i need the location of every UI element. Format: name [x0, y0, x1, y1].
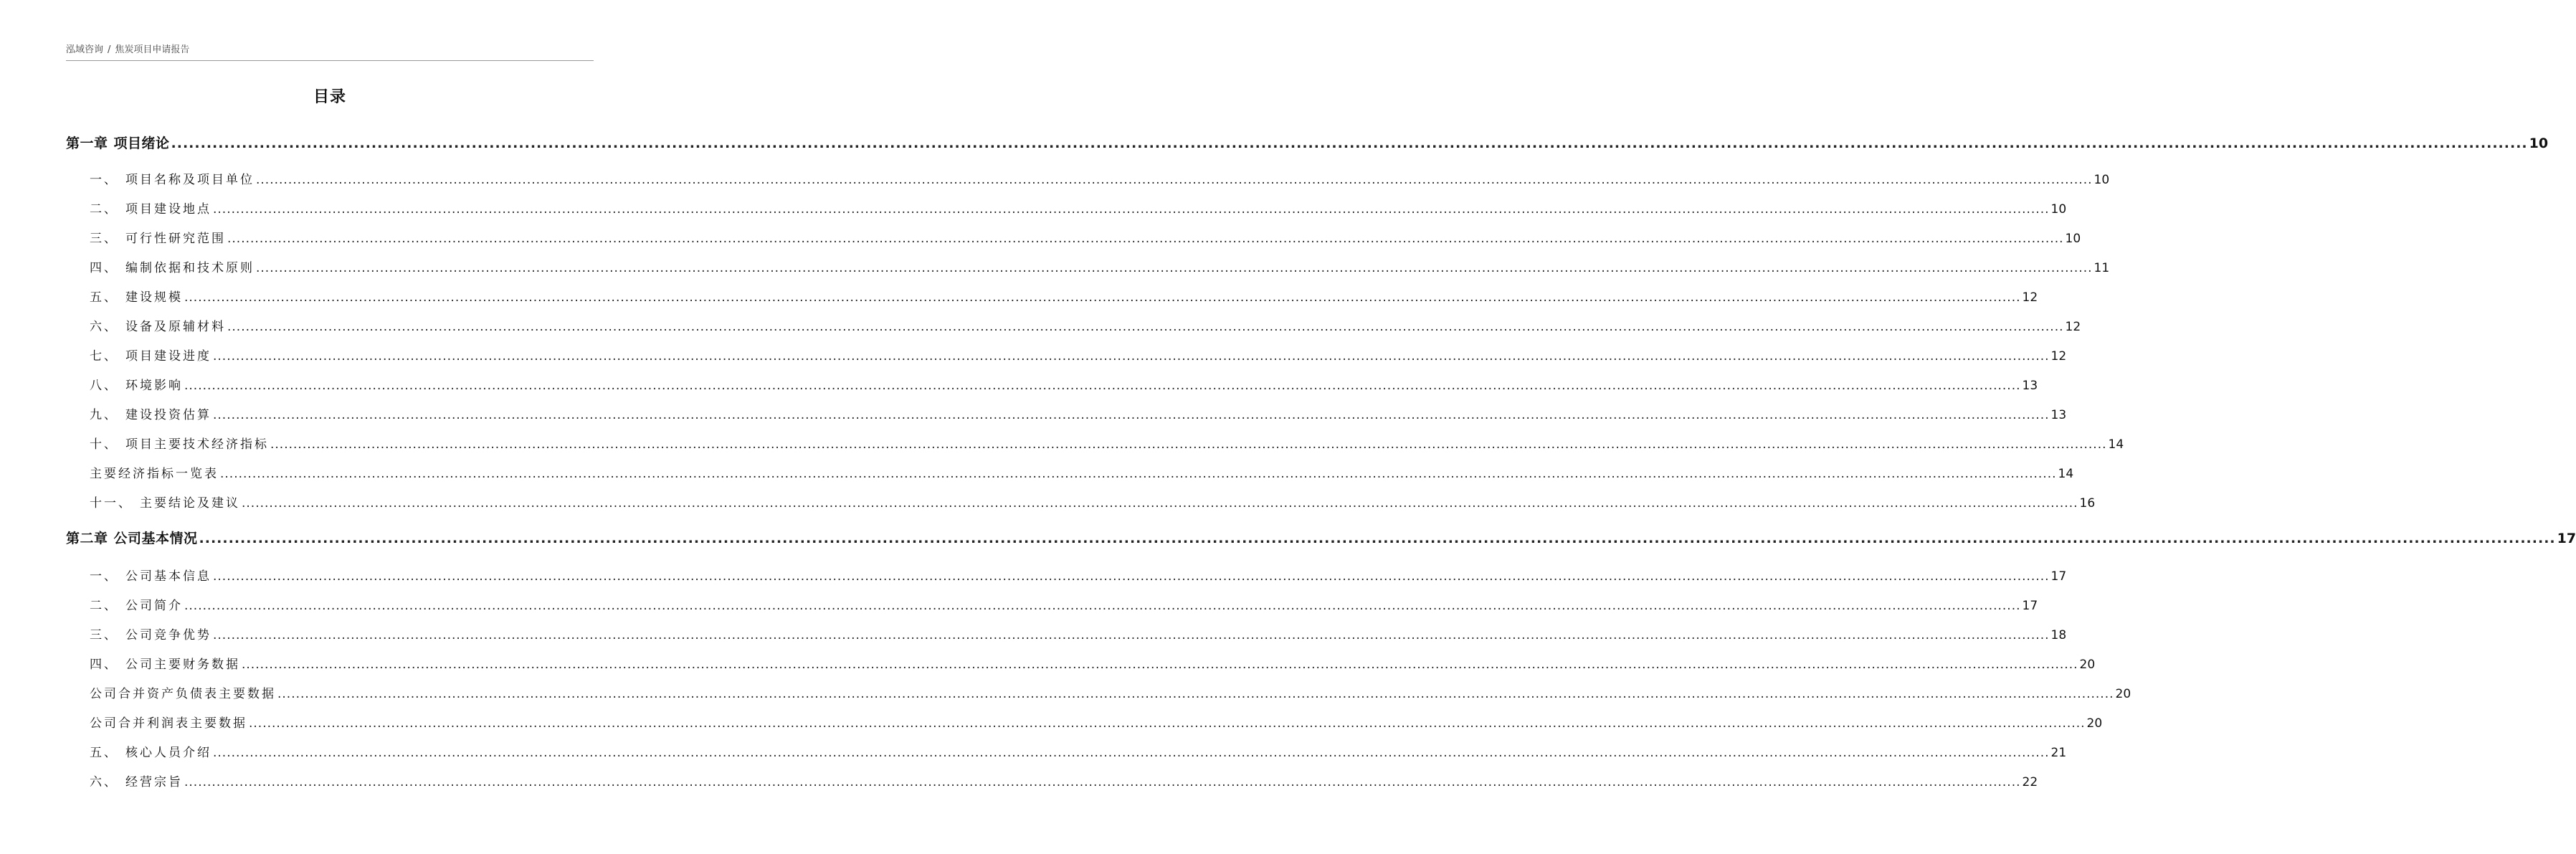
toc-dot-leader: ................................................................................................................................................................................................................................................................................................................................................................................................................ [242, 496, 2078, 511]
toc-page-number: 12 [2022, 290, 2038, 305]
toc-page-number: 20 [2115, 687, 2131, 701]
toc-entry-title: 公司基本情况 [113, 531, 198, 546]
toc-entry-title: 编制依据和技术原则 [125, 261, 255, 275]
toc-dot-leader: ................................................................................................................................................................................................................................................................................................................................................................................................................ [213, 628, 2050, 642]
toc-page-number: 20 [2079, 658, 2096, 672]
toc-dot-leader: ................................................................................................................................................................................................................................................................................................................................................................................................................ [242, 658, 2078, 672]
toc-page-number: 10 [2093, 173, 2110, 187]
toc-dot-leader: ................................................................................................................................................................................................................................................................................................................................................................................................................ [213, 408, 2050, 422]
toc-section-entry[interactable] [0, 285, 2038, 306]
toc-dot-leader: ................................................................................................................................................................................................................................................................................................................................................................................................................ [184, 599, 2021, 613]
toc-page-number: 14 [2058, 467, 2074, 481]
toc-section-entry[interactable] [0, 196, 2067, 218]
toc-entry-title: 项目建设地点 [125, 202, 212, 217]
toc-section-entry[interactable] [0, 711, 2103, 732]
toc-entry-label [90, 465, 220, 483]
toc-entry-label [90, 436, 270, 453]
toc-section-entry[interactable] [0, 314, 2081, 336]
toc-entry-label [90, 407, 213, 424]
toc-entry-title: 经营宗旨 [125, 775, 183, 789]
toc-dot-leader: ................................................................................................................................................................................................................................................................................................................................................................................................................ [184, 775, 2021, 789]
toc-section-entry[interactable] [0, 564, 2067, 585]
toc-section-entry[interactable] [0, 490, 2096, 512]
toc-entry-label [90, 597, 184, 615]
toc-dot-leader: ................................................................................................................................................................................................................................................................................................................................................................................................................ [249, 716, 2086, 731]
toc-page-number: 18 [2050, 628, 2067, 642]
toc-entry-label [90, 715, 249, 732]
toc-entry-title: 主要经济指标一览表 [90, 467, 219, 481]
toc-entry-title: 公司合并利润表主要数据 [90, 716, 247, 731]
toc-entry-title: 建设规模 [125, 290, 183, 305]
toc-entry-label [90, 627, 213, 644]
toc-dot-leader: ................................................................................................................................................................................................................................................................................................................................................................................................................ [171, 136, 2528, 151]
toc-page-number: 17 [2557, 531, 2576, 546]
toc-entry-label [90, 656, 242, 673]
toc-dot-leader: ................................................................................................................................................................................................................................................................................................................................................................................................................ [213, 349, 2050, 364]
toc-entry-label [90, 495, 242, 512]
toc-dot-leader: ................................................................................................................................................................................................................................................................................................................................................................................................................ [220, 467, 2057, 481]
toc-page-number: 10 [2050, 202, 2067, 217]
toc-dot-leader: ................................................................................................................................................................................................................................................................................................................................................................................................................ [256, 261, 2093, 275]
toc-entry-title: 项目主要技术经济指标 [125, 437, 269, 452]
header-company: 泓域咨询 [66, 44, 104, 55]
toc-entry-title: 公司主要财务数据 [125, 658, 240, 672]
toc-entry-title: 公司合并资产负债表主要数据 [90, 687, 276, 701]
toc-page-number: 13 [2050, 408, 2067, 422]
toc-entry-number: 五、 [90, 290, 118, 305]
toc-page-number: 17 [2022, 599, 2038, 613]
header-doc-title: 焦炭项目申请报告 [115, 44, 190, 55]
toc-entry-title: 公司竞争优势 [125, 628, 212, 642]
toc-entry-label [66, 135, 171, 152]
toc-section-entry[interactable] [0, 432, 2124, 453]
toc-dot-leader: ................................................................................................................................................................................................................................................................................................................................................................................................................ [199, 531, 2556, 546]
toc-dot-leader: ................................................................................................................................................................................................................................................................................................................................................................................................................ [213, 202, 2050, 217]
toc-dot-leader: ................................................................................................................................................................................................................................................................................................................................................................................................................ [270, 437, 2107, 452]
toc-title: 目录 [313, 88, 346, 106]
toc-dot-leader: ................................................................................................................................................................................................................................................................................................................................................................................................................ [184, 379, 2021, 393]
toc-entry-label [90, 171, 256, 189]
toc-entry-number: 三、 [90, 232, 118, 246]
toc-entry-label [90, 744, 213, 762]
toc-dot-leader: ................................................................................................................................................................................................................................................................................................................................................................................................................ [227, 320, 2064, 334]
toc-entry-label [90, 685, 277, 703]
toc-entry-label [90, 348, 213, 365]
toc-page-number: 20 [2086, 716, 2103, 731]
toc-entry-label [90, 318, 227, 336]
toc-page-number: 16 [2079, 496, 2096, 511]
toc-entry-number: 六、 [90, 320, 118, 334]
toc-entry-title: 项目建设进度 [125, 349, 212, 364]
toc-dot-leader: ................................................................................................................................................................................................................................................................................................................................................................................................................ [277, 687, 2114, 701]
toc-section-entry[interactable] [0, 681, 2131, 703]
toc-entry-title: 设备及原辅材料 [125, 320, 226, 334]
toc-entry-number: 七、 [90, 349, 118, 364]
toc-entry-title: 主要结论及建议 [140, 496, 240, 511]
toc-dot-leader: ................................................................................................................................................................................................................................................................................................................................................................................................................ [256, 173, 2093, 187]
toc-entry-label [90, 289, 184, 306]
page-header [66, 43, 594, 61]
toc-page-number: 12 [2065, 320, 2081, 334]
toc-section-entry[interactable] [0, 402, 2067, 424]
toc-entry-title: 公司简介 [125, 599, 183, 613]
toc-section-entry[interactable] [0, 255, 2110, 277]
toc-chapter-entry[interactable] [0, 526, 2576, 547]
toc-entry-label [66, 530, 199, 547]
toc-entry-title: 项目绪论 [113, 136, 170, 151]
toc-entry-number: 二、 [90, 599, 118, 613]
toc-entry-number: 四、 [90, 261, 118, 275]
toc-entry-number: 第二章 [66, 531, 108, 546]
toc-page-number: 10 [2065, 232, 2081, 246]
toc-entry-title: 核心人员介绍 [125, 746, 212, 760]
toc-section-entry[interactable] [0, 373, 2038, 394]
toc-entry-number: 一、 [90, 173, 118, 187]
toc-entry-number: 十、 [90, 437, 118, 452]
toc-entry-label [90, 230, 227, 247]
toc-entry-title: 公司基本信息 [125, 569, 212, 584]
toc-entry-number: 五、 [90, 746, 118, 760]
toc-entry-number: 四、 [90, 658, 118, 672]
toc-section-entry[interactable] [0, 593, 2038, 615]
toc-entry-title: 环境影响 [125, 379, 183, 393]
toc-dot-leader: ................................................................................................................................................................................................................................................................................................................................................................................................................ [184, 290, 2021, 305]
toc-section-entry[interactable] [0, 343, 2067, 365]
toc-entry-label [90, 260, 256, 277]
toc-page-number: 17 [2050, 569, 2067, 584]
toc-entry-number: 八、 [90, 379, 118, 393]
toc-section-entry[interactable] [0, 622, 2067, 644]
toc-entry-number: 三、 [90, 628, 118, 642]
toc-entry-number: 九、 [90, 408, 118, 422]
toc-page-number: 21 [2050, 746, 2067, 760]
toc-section-entry[interactable] [0, 461, 2074, 483]
toc-entry-number: 第一章 [66, 136, 108, 151]
toc-entry-title: 建设投资估算 [125, 408, 212, 422]
toc-section-entry[interactable] [0, 226, 2081, 247]
toc-entry-number: 六、 [90, 775, 118, 789]
toc-entry-label [90, 568, 213, 585]
toc-entry-title: 可行性研究范围 [125, 232, 226, 246]
toc-entry-label [90, 201, 213, 218]
toc-page-number: 13 [2022, 379, 2038, 393]
toc-dot-leader: ................................................................................................................................................................................................................................................................................................................................................................................................................ [213, 746, 2050, 760]
toc-page-number: 22 [2022, 775, 2038, 789]
toc-dot-leader: ................................................................................................................................................................................................................................................................................................................................................................................................................ [213, 569, 2050, 584]
toc-page-number: 12 [2050, 349, 2067, 364]
toc-page-number: 10 [2529, 136, 2549, 151]
toc-section-entry[interactable] [0, 652, 2096, 673]
toc-section-entry[interactable] [0, 769, 2038, 791]
toc-entry-number: 十一、 [90, 496, 133, 511]
toc-entry-number: 二、 [90, 202, 118, 217]
toc-page-number: 11 [2093, 261, 2110, 275]
toc-entry-label [90, 377, 184, 394]
toc-entry-label [90, 774, 184, 791]
toc-dot-leader: ................................................................................................................................................................................................................................................................................................................................................................................................................ [227, 232, 2064, 246]
toc-section-entry[interactable] [0, 740, 2067, 762]
toc-chapter-entry[interactable] [0, 131, 2549, 152]
toc-entry-number: 一、 [90, 569, 118, 584]
header-separator: / [108, 44, 111, 55]
toc-section-entry[interactable] [0, 167, 2110, 189]
toc-entry-title: 项目名称及项目单位 [125, 173, 255, 187]
toc-page-number: 14 [2108, 437, 2124, 452]
